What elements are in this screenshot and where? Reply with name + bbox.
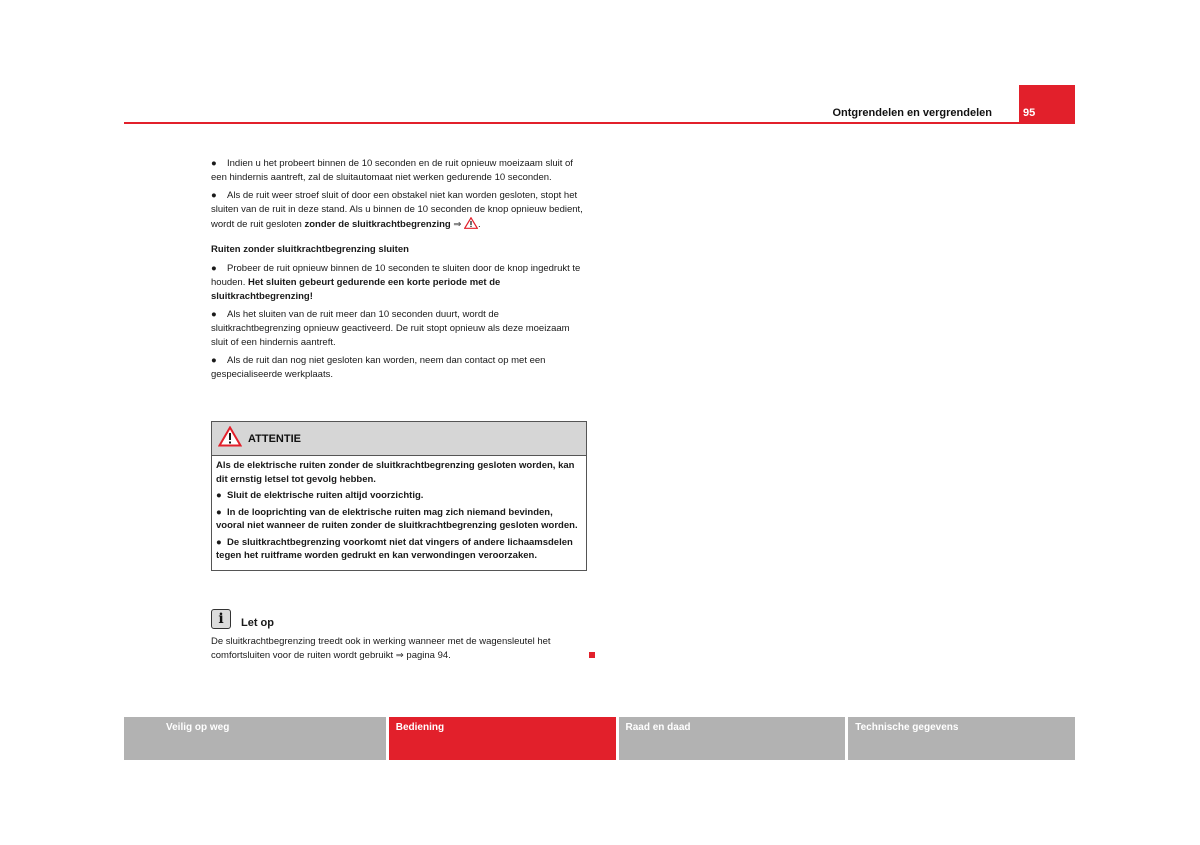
bullet-icon: ●	[211, 263, 217, 274]
section-title: Ontgrendelen en vergrendelen	[832, 107, 992, 119]
end-of-section-marker	[589, 652, 595, 658]
bullet-icon: ●	[216, 490, 228, 501]
header-rule	[124, 122, 1075, 124]
info-icon: i	[211, 609, 231, 629]
bullet-paragraph: ● Probeer de ruit opnieuw binnen de 10 seconden te sluiten door de knop ingedrukt te houden. Het sluiten gebeurt gedurende een korte periode met de sluitkrachtbegrenzing!	[211, 263, 581, 302]
tab-technische-gegevens[interactable]: Technische gegevens	[848, 717, 1075, 760]
warning-item: ● Sluit de elektrische ruiten altijd voorzichtig.	[216, 490, 424, 501]
bullet-icon: ●	[211, 190, 217, 201]
note-body: De sluitkrachtbegrenzing treedt ook in werking wanneer met de wagensleutel het comfortsluiten voor de ruiten wordt gebruikt ⇒ pagina 94.	[211, 636, 551, 661]
bullet-paragraph: ● Als de ruit dan nog niet gesloten kan worden, neem dan contact op met een gespecialiseerde werkplaats.	[211, 355, 546, 380]
note-title: Let op	[241, 617, 274, 629]
bullet-icon: ●	[211, 309, 217, 320]
tab-raad-en-daad[interactable]: Raad en daad	[619, 717, 846, 760]
warning-intro: Als de elektrische ruiten zonder de sluitkrachtbegrenzing gesloten worden, kan dit ernstig letsel tot gevolg hebben.	[216, 460, 575, 485]
tab-veilig-op-weg[interactable]: Veilig op weg	[124, 717, 386, 760]
bullet-icon: ●	[211, 355, 217, 366]
warning-header	[212, 422, 586, 456]
main-content	[211, 157, 587, 386]
warning-item: ● In de looprichting van de elektrische ruiten mag zich niemand bevinden, vooral niet wanneer de ruiten zonder de sluitkrachtbegrenzing gesloten worden.	[216, 506, 578, 531]
emphasis-text: zonder de sluitkrachtbegrenzing	[304, 219, 451, 230]
bullet-paragraph: ● Als het sluiten van de ruit meer dan 10 seconden duurt, wordt de sluitkrachtbegrenzing opnieuw geactiveerd. De ruit stopt opnieuw als deze moeizaam sluit of een hindernis aantreft.	[211, 309, 570, 348]
bullet-icon: ●	[211, 158, 217, 169]
bullet-icon: ●	[216, 506, 228, 518]
warning-item: ● De sluitkrachtbegrenzing voorkomt niet dat vingers of andere lichaamsdelen tegen het ruitframe worden gedrukt en kan verwondingen veroorzaken.	[216, 536, 573, 561]
warning-body	[212, 456, 586, 570]
bullet-paragraph: ● Indien u het probeert binnen de 10 seconden en de ruit opnieuw moeizaam sluit of een hindernis aantreft, zal de sluitautomaat niet werken gedurende 10 seconden.	[211, 158, 573, 183]
note-header	[211, 608, 587, 630]
page-number: 95	[1019, 85, 1075, 124]
emphasis-text: Het sluiten gebeurt gedurende een korte periode met de sluitkrachtbegrenzing!	[211, 277, 501, 302]
footer-tabs	[124, 717, 1075, 760]
tab-bediening[interactable]: Bediening	[389, 717, 616, 760]
bullet-paragraph: ● Als de ruit weer stroef sluit of door een obstakel niet kan worden gesloten, stopt het sluiten van de ruit in deze stand. Als u binnen de 10 seconden de knop opnieuw bedient, wordt de ruit gesloten zonder de sluitkrachtbegrenzing ⇒ .	[211, 189, 587, 234]
subheading: Ruiten zonder sluitkrachtbegrenzing sluiten	[211, 244, 409, 255]
note-box	[211, 608, 587, 663]
bullet-icon: ●	[216, 536, 228, 548]
warning-title: ATTENTIE	[248, 432, 301, 445]
warning-box	[211, 421, 587, 571]
warning-reference-icon[interactable]	[464, 217, 478, 234]
warning-triangle-icon	[218, 426, 242, 452]
